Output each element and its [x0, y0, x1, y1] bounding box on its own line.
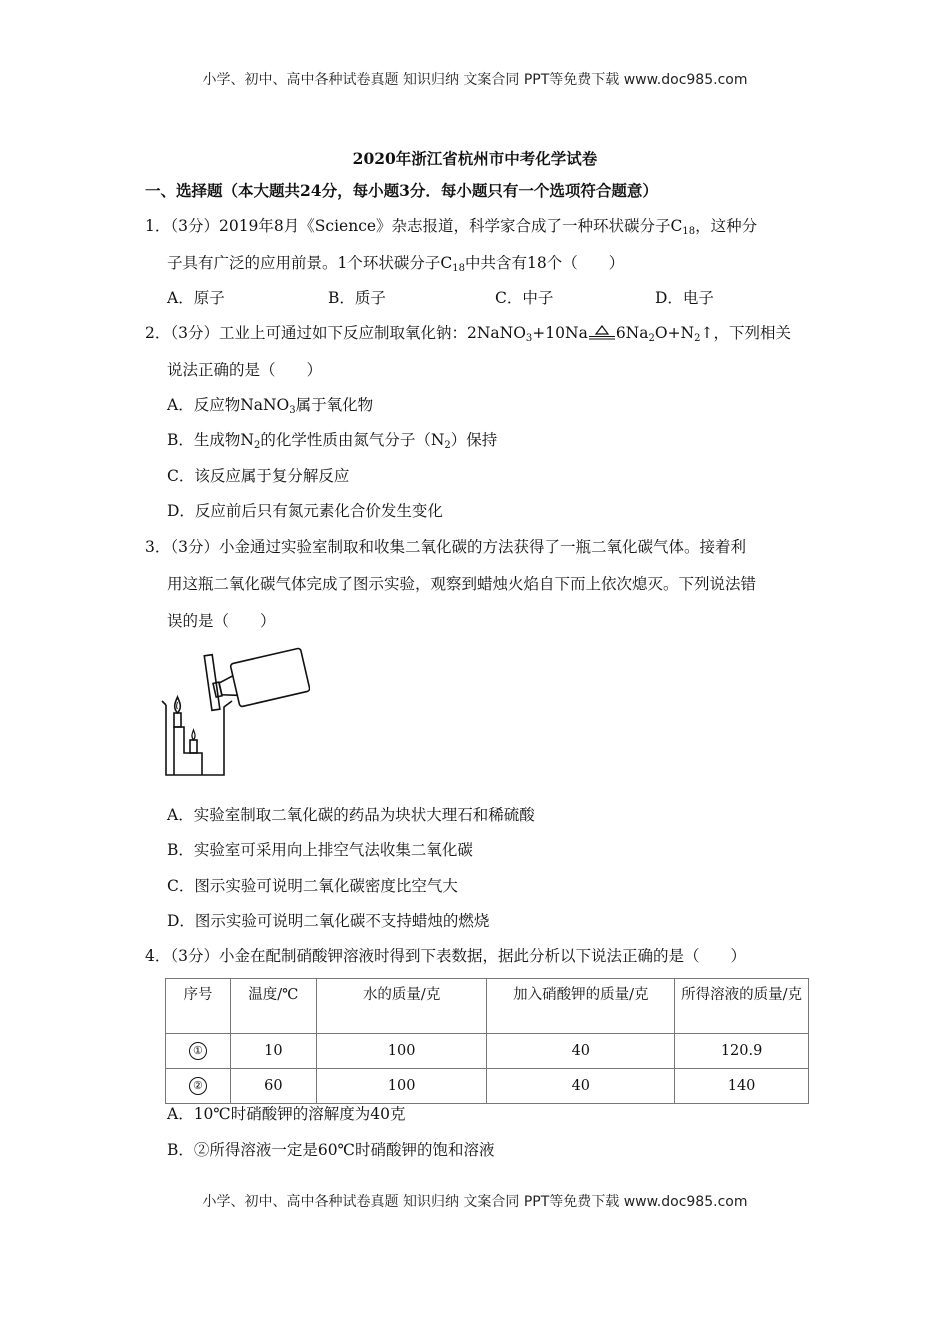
q1-option-c: C．中子: [495, 289, 554, 307]
upper-flame-icon: [175, 697, 181, 713]
table-cell: 100: [316, 1034, 487, 1069]
lower-candle: [190, 740, 197, 753]
section-heading: 一、选择题（本大题共24分，每小题3分．每小题只有一个选项符合题意）: [145, 181, 658, 200]
q3-option-a: A．实验室制取二氧化碳的药品为块状大理石和稀硫酸: [167, 806, 535, 824]
table-header-cell: 序号: [166, 979, 231, 1034]
q1-line1: 1．（3分）2019年8月《Science》杂志报道，科学家合成了一种环状碳分子$C_{18}$，这种分: [145, 217, 758, 237]
q4-line1: 4．（3分）小金在配制硝酸钾溶液时得到下表数据，据此分析以下说法正确的是（ ）: [145, 947, 746, 965]
table-cell: 120.9: [675, 1034, 809, 1069]
q2-option-b: B．生成物$N_2$的化学性质由氮气分子$(N_2)$保持: [167, 431, 498, 451]
row-index-badge: ①: [189, 1042, 207, 1060]
table-cell: 40: [487, 1034, 675, 1069]
q3-line2: 用这瓶二氧化碳气体完成了图示实验，观察到蜡烛火焰自下而上依次熄灭。下列说法错: [167, 575, 757, 593]
table-cell: 10: [230, 1034, 316, 1069]
table-cell: [166, 1034, 231, 1069]
table-cell: 40: [487, 1069, 675, 1104]
q4-option-b: B．②所得溶液一定是60℃时硝酸钾的饱和溶液: [167, 1141, 495, 1159]
table-cell: 140: [675, 1069, 809, 1104]
table-row: [166, 1034, 809, 1069]
upper-candle: [174, 713, 181, 727]
table-header-cell: 加入硝酸钾的质量/克: [487, 979, 675, 1034]
q3-option-c: C．图示实验可说明二氧化碳密度比空气大: [167, 877, 458, 895]
row-index-badge: ②: [189, 1077, 207, 1095]
table-cell: [166, 1069, 231, 1104]
q2-option-d: D．反应前后只有氮元素化合价发生变化: [167, 502, 443, 520]
step-stand: [174, 727, 202, 775]
q4-option-a: A．10℃时硝酸钾的溶解度为40克: [167, 1105, 406, 1123]
heat-condition-icon: [588, 324, 616, 340]
co2-candle-experiment-figure: [160, 645, 310, 780]
q2-line2: 说法正确的是（ ）: [167, 361, 323, 379]
lower-flame-icon: [192, 730, 195, 740]
kno3-data-table: [165, 978, 809, 1104]
q3-option-b: B．实验室可采用向上排空气法收集二氧化碳: [167, 841, 473, 859]
page-footer: 小学、初中、高中各种试卷真题 知识归纳 文案合同 PPT等免费下载 www.doc985.com: [202, 1194, 748, 1210]
q1-option-b: B．质子: [328, 289, 386, 307]
q1-option-a: A．原子: [167, 289, 225, 307]
q3-line1: 3．（3分）小金通过实验室制取和收集二氧化碳的方法获得了一瓶二氧化碳气体。接着利: [145, 538, 746, 556]
table-cell: 60: [230, 1069, 316, 1104]
table-header-row: [166, 979, 809, 1034]
table-header-cell: 所得溶液的质量/克: [675, 979, 809, 1034]
q3-option-d: D．图示实验可说明二氧化碳不支持蜡烛的燃烧: [167, 912, 490, 930]
q3-line3: 误的是（ ）: [167, 612, 276, 630]
q2-option-c: C．该反应属于复分解反应: [167, 467, 350, 485]
table-header-cell: 温度/℃: [230, 979, 316, 1034]
table-header-cell: 水的质量/克: [316, 979, 487, 1034]
q2-line1: 2．（3分）工业上可通过如下反应制取氧化钠：2NaNO$_3$+10Na $6Na_2O+N_2↑$，下列相关: [145, 324, 791, 344]
table-row: [166, 1069, 809, 1104]
table-cell: 100: [316, 1069, 487, 1104]
page-header: 小学、初中、高中各种试卷真题 知识归纳 文案合同 PPT等免费下载 www.doc985.com: [202, 72, 748, 88]
q2-option-a: A．反应物NaNO$_3$属于氧化物: [167, 396, 374, 416]
exam-title: 2020年浙江省杭州市中考化学试卷: [352, 149, 598, 168]
q1-option-d: D．电子: [655, 289, 714, 307]
tilted-gas-bottle: [210, 648, 310, 712]
q1-line2: 子具有广泛的应用前景。1个环状碳分子$C_{18}$中共含有18个（ ）: [167, 254, 625, 274]
